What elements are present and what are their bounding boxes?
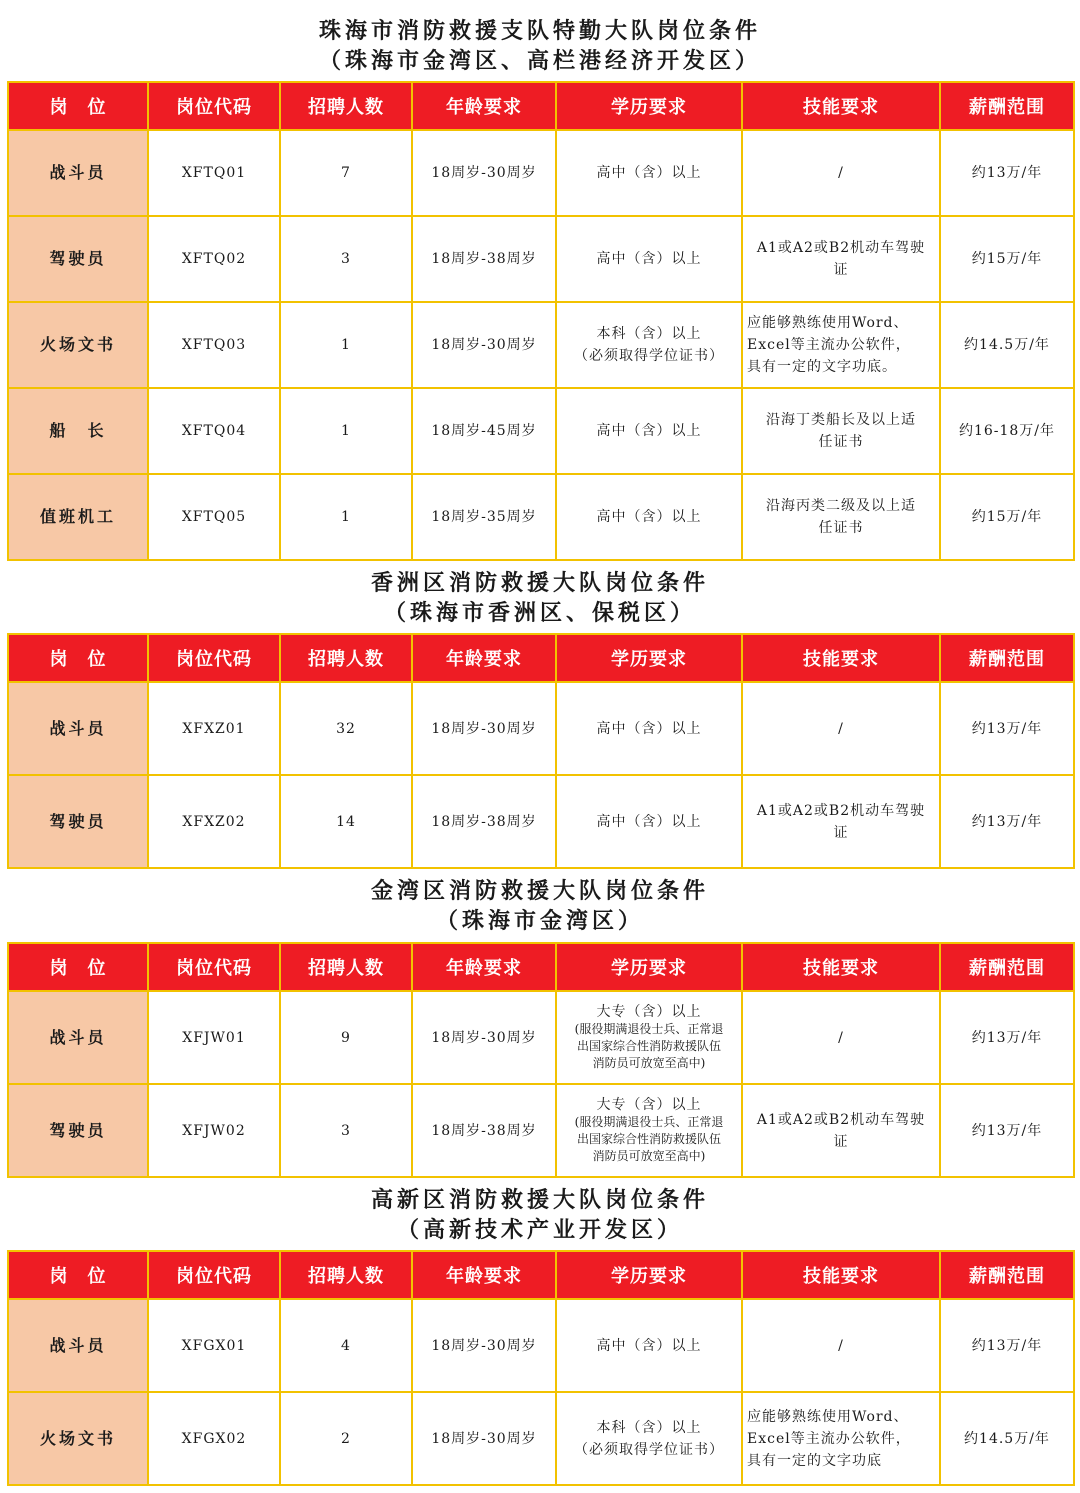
skill-requirement xyxy=(742,388,940,474)
col-skill-header: 技能要求 xyxy=(742,82,940,130)
section-title xyxy=(7,876,1073,936)
section-title-line1: 珠海市消防救援支队特勤大队岗位条件 xyxy=(318,18,761,44)
skill-requirement-line: 应能够熟练使用Word、 xyxy=(747,315,909,331)
position-code: XFGX01 xyxy=(148,1299,280,1392)
education-requirement xyxy=(556,216,742,302)
education-requirement-line: 出国家综合性消防救援队伍 xyxy=(576,1038,721,1053)
position-code: XFJW02 xyxy=(148,1084,280,1177)
skill-requirement-line: Excel等主流办公软件， xyxy=(747,1430,911,1447)
header-row xyxy=(8,943,1074,991)
section-title-line1: 高新区消防救援大队岗位条件 xyxy=(370,1187,709,1213)
position-code: XFTQ03 xyxy=(148,302,280,388)
skill-requirement-line: / xyxy=(838,1029,844,1046)
section-title-line2: （珠海市香洲区、保税区） xyxy=(383,600,696,626)
section-title xyxy=(7,568,1073,628)
education-requirement-line: 高中（含）以上 xyxy=(596,720,702,737)
col-skill-header: 技能要求 xyxy=(742,943,940,991)
skill-requirement-line: 具有一定的文字功底。 xyxy=(747,359,897,375)
position-name: 火场文书 xyxy=(8,1392,148,1485)
col-count-header: 招聘人数 xyxy=(280,634,412,682)
education-requirement-line: 消防员可放宽至高中) xyxy=(592,1148,706,1163)
skill-requirement-line: / xyxy=(838,165,844,181)
headcount: 32 xyxy=(280,682,412,775)
position-code: XFXZ01 xyxy=(148,682,280,775)
education-requirement xyxy=(556,1084,742,1177)
education-requirement-line: （必须取得学位证书） xyxy=(574,348,724,364)
col-education-header: 学历要求 xyxy=(556,943,742,991)
position-name: 战斗员 xyxy=(8,991,148,1084)
section-title-line2: （珠海市金湾区、高栏港经济开发区） xyxy=(318,48,761,74)
position-name: 战斗员 xyxy=(8,130,148,216)
position-code: XFXZ02 xyxy=(148,775,280,868)
position-code: XFTQ04 xyxy=(148,388,280,474)
salary-range: 约13万/年 xyxy=(940,130,1074,216)
table-row xyxy=(8,474,1074,560)
skill-requirement xyxy=(742,775,940,868)
education-requirement-line: 高中（含）以上 xyxy=(596,509,702,525)
skill-requirement-line: 任证书 xyxy=(818,520,864,536)
education-requirement-line: (服役期满退役士兵、正常退 xyxy=(574,1021,724,1036)
salary-range: 约13万/年 xyxy=(940,682,1074,775)
education-requirement-line: 高中（含）以上 xyxy=(596,165,702,181)
education-requirement xyxy=(556,991,742,1084)
section-title-line1: 金湾区消防救援大队岗位条件 xyxy=(370,878,709,904)
headcount: 4 xyxy=(280,1299,412,1392)
table-row xyxy=(8,775,1074,868)
education-requirement xyxy=(556,474,742,560)
position-code: XFTQ05 xyxy=(148,474,280,560)
age-requirement: 18周岁-38周岁 xyxy=(412,775,556,868)
skill-requirement xyxy=(742,302,940,388)
section-title-line1: 香洲区消防救援大队岗位条件 xyxy=(370,570,709,596)
skill-requirement xyxy=(742,1392,940,1485)
positions-table xyxy=(7,942,1075,1178)
education-requirement xyxy=(556,775,742,868)
position-code: XFJW01 xyxy=(148,991,280,1084)
education-requirement-line: 大专（含）以上 xyxy=(596,1003,702,1020)
skill-requirement xyxy=(742,682,940,775)
age-requirement: 18周岁-35周岁 xyxy=(412,474,556,560)
skill-requirement xyxy=(742,130,940,216)
skill-requirement-line: / xyxy=(838,720,844,737)
positions-table xyxy=(7,1250,1075,1486)
headcount: 1 xyxy=(280,388,412,474)
section-title-line2: （珠海市金湾区） xyxy=(435,908,644,934)
headcount: 2 xyxy=(280,1392,412,1485)
col-code-header: 岗位代码 xyxy=(148,634,280,682)
education-requirement-line: 本科（含）以上 xyxy=(596,326,702,342)
salary-range: 约13万/年 xyxy=(940,1084,1074,1177)
education-requirement-line: 消防员可放宽至高中) xyxy=(592,1055,706,1070)
col-skill-header: 技能要求 xyxy=(742,634,940,682)
skill-requirement xyxy=(742,216,940,302)
skill-requirement-line: 具有一定的文字功底 xyxy=(747,1452,882,1469)
skill-requirement-line: A1或A2或B2机动车驾驶 xyxy=(756,1111,926,1128)
salary-range: 约13万/年 xyxy=(940,991,1074,1084)
table-row xyxy=(8,682,1074,775)
col-age-header: 年龄要求 xyxy=(412,1251,556,1299)
col-salary-header: 薪酬范围 xyxy=(940,1251,1074,1299)
salary-range: 约15万/年 xyxy=(940,474,1074,560)
age-requirement: 18周岁-30周岁 xyxy=(412,682,556,775)
education-requirement-line: (服役期满退役士兵、正常退 xyxy=(574,1114,724,1129)
headcount: 9 xyxy=(280,991,412,1084)
skill-requirement-line: 沿海丙类二级及以上适 xyxy=(766,498,916,514)
table-row xyxy=(8,1084,1074,1177)
headcount: 1 xyxy=(280,474,412,560)
section-title xyxy=(7,16,1073,76)
skill-requirement-line: 应能够熟练使用Word、 xyxy=(747,1408,909,1425)
education-requirement xyxy=(556,1299,742,1392)
position-name: 驾驶员 xyxy=(8,1084,148,1177)
col-position-header: 岗 位 xyxy=(8,1251,148,1299)
age-requirement: 18周岁-38周岁 xyxy=(412,216,556,302)
positions-table xyxy=(7,633,1075,869)
education-requirement-line: （必须取得学位证书） xyxy=(574,1441,724,1458)
age-requirement: 18周岁-30周岁 xyxy=(412,302,556,388)
col-age-header: 年龄要求 xyxy=(412,943,556,991)
col-age-header: 年龄要求 xyxy=(412,634,556,682)
skill-requirement-line: 任证书 xyxy=(818,434,864,450)
education-requirement-line: 高中（含）以上 xyxy=(596,251,702,267)
skill-requirement xyxy=(742,1084,940,1177)
table-row xyxy=(8,388,1074,474)
col-code-header: 岗位代码 xyxy=(148,1251,280,1299)
skill-requirement-line: 证 xyxy=(833,262,849,278)
skill-requirement-line: Excel等主流办公软件， xyxy=(747,337,911,353)
col-salary-header: 薪酬范围 xyxy=(940,82,1074,130)
skill-requirement xyxy=(742,1299,940,1392)
table-row xyxy=(8,991,1074,1084)
headcount: 3 xyxy=(280,216,412,302)
age-requirement: 18周岁-30周岁 xyxy=(412,1392,556,1485)
skill-requirement xyxy=(742,991,940,1084)
position-name: 驾驶员 xyxy=(8,216,148,302)
salary-range: 约14.5万/年 xyxy=(940,1392,1074,1485)
col-position-header: 岗 位 xyxy=(8,943,148,991)
age-requirement: 18周岁-30周岁 xyxy=(412,991,556,1084)
education-requirement xyxy=(556,130,742,216)
skill-requirement-line: A1或A2或B2机动车驾驶 xyxy=(756,240,926,256)
table-row xyxy=(8,302,1074,388)
education-requirement-line: 高中（含）以上 xyxy=(596,813,702,830)
col-count-header: 招聘人数 xyxy=(280,1251,412,1299)
headcount: 1 xyxy=(280,302,412,388)
skill-requirement-line: 证 xyxy=(833,824,849,841)
salary-range: 约14.5万/年 xyxy=(940,302,1074,388)
col-code-header: 岗位代码 xyxy=(148,82,280,130)
education-requirement-line: 大专（含）以上 xyxy=(596,1096,702,1113)
col-position-header: 岗 位 xyxy=(8,82,148,130)
position-code: XFTQ02 xyxy=(148,216,280,302)
col-skill-header: 技能要求 xyxy=(742,1251,940,1299)
col-position-header: 岗 位 xyxy=(8,634,148,682)
header-row xyxy=(8,1251,1074,1299)
headcount: 14 xyxy=(280,775,412,868)
col-count-header: 招聘人数 xyxy=(280,82,412,130)
skill-requirement-line: A1或A2或B2机动车驾驶 xyxy=(756,802,926,819)
age-requirement: 18周岁-45周岁 xyxy=(412,388,556,474)
position-code: XFTQ01 xyxy=(148,130,280,216)
col-count-header: 招聘人数 xyxy=(280,943,412,991)
salary-range: 约15万/年 xyxy=(940,216,1074,302)
col-education-header: 学历要求 xyxy=(556,1251,742,1299)
position-code: XFGX02 xyxy=(148,1392,280,1485)
education-requirement xyxy=(556,302,742,388)
table-row xyxy=(8,1299,1074,1392)
education-requirement xyxy=(556,1392,742,1485)
col-salary-header: 薪酬范围 xyxy=(940,634,1074,682)
age-requirement: 18周岁-30周岁 xyxy=(412,130,556,216)
education-requirement-line: 本科（含）以上 xyxy=(596,1419,702,1436)
position-name: 火场文书 xyxy=(8,302,148,388)
col-salary-header: 薪酬范围 xyxy=(940,943,1074,991)
education-requirement-line: 高中（含）以上 xyxy=(596,423,702,439)
skill-requirement-line: / xyxy=(838,1337,844,1354)
salary-range: 约13万/年 xyxy=(940,1299,1074,1392)
section-title xyxy=(7,1185,1073,1245)
age-requirement: 18周岁-30周岁 xyxy=(412,1299,556,1392)
header-row xyxy=(8,82,1074,130)
salary-range: 约16-18万/年 xyxy=(940,388,1074,474)
position-name: 战斗员 xyxy=(8,1299,148,1392)
education-requirement xyxy=(556,682,742,775)
position-name: 驾驶员 xyxy=(8,775,148,868)
header-row xyxy=(8,634,1074,682)
table-row xyxy=(8,216,1074,302)
section-title-line2: （高新技术产业开发区） xyxy=(396,1217,683,1243)
position-name: 船 长 xyxy=(8,388,148,474)
skill-requirement-line: 沿海丁类船长及以上适 xyxy=(766,412,916,428)
col-education-header: 学历要求 xyxy=(556,82,742,130)
age-requirement: 18周岁-38周岁 xyxy=(412,1084,556,1177)
skill-requirement-line: 证 xyxy=(833,1133,849,1150)
positions-table xyxy=(7,81,1075,561)
headcount: 3 xyxy=(280,1084,412,1177)
salary-range: 约13万/年 xyxy=(940,775,1074,868)
table-row xyxy=(8,1392,1074,1485)
col-code-header: 岗位代码 xyxy=(148,943,280,991)
table-row xyxy=(8,130,1074,216)
skill-requirement xyxy=(742,474,940,560)
col-education-header: 学历要求 xyxy=(556,634,742,682)
education-requirement-line: 出国家综合性消防救援队伍 xyxy=(576,1131,721,1146)
position-name: 值班机工 xyxy=(8,474,148,560)
position-name: 战斗员 xyxy=(8,682,148,775)
education-requirement-line: 高中（含）以上 xyxy=(596,1337,702,1354)
headcount: 7 xyxy=(280,130,412,216)
education-requirement xyxy=(556,388,742,474)
col-age-header: 年龄要求 xyxy=(412,82,556,130)
